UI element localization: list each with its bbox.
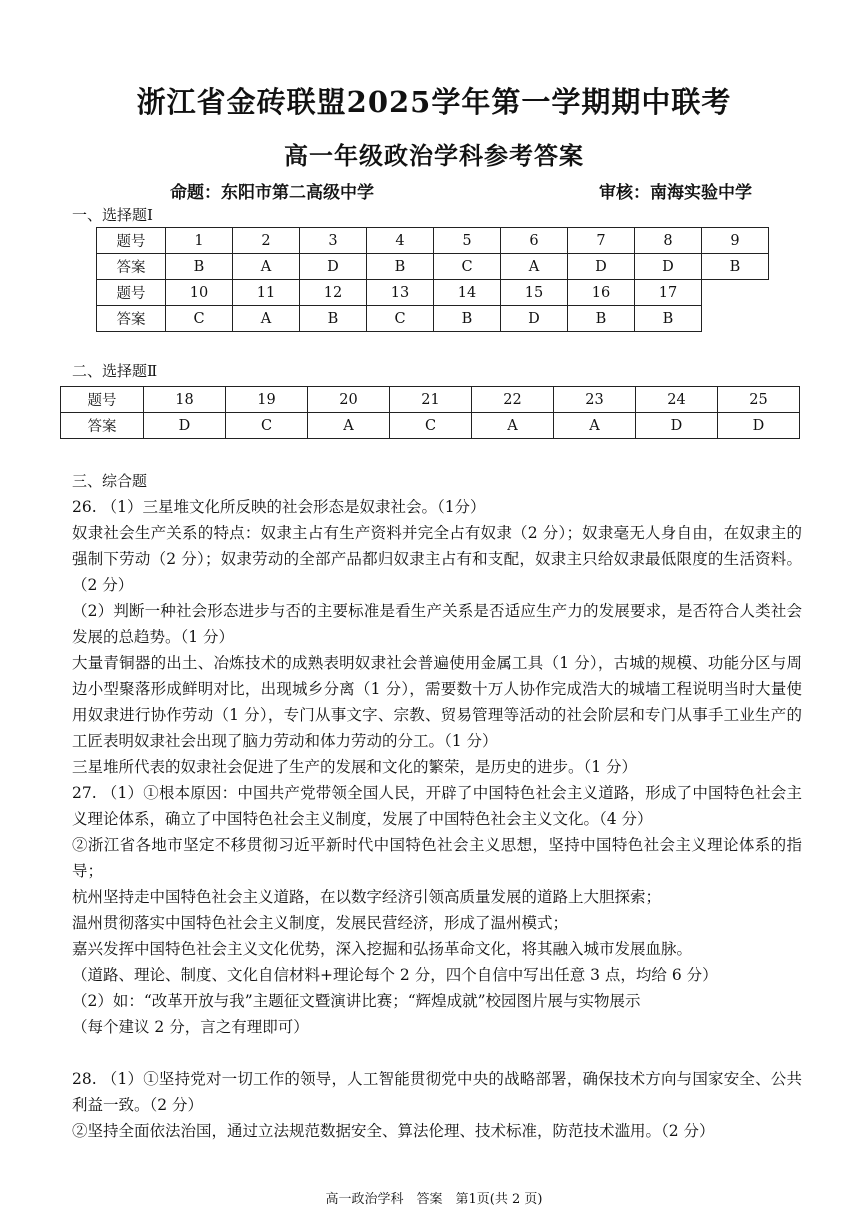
paragraph: 28. （1）①坚持党对一切工作的领导，人工智能贯彻党中央的战略部署，确保技术方向与国家安全、公共利益一致。（2 分）: [72, 1070, 802, 1114]
table-row: [61, 413, 800, 439]
table-row: [97, 228, 769, 254]
table-cell: 9: [702, 228, 769, 254]
table-cell: D: [568, 254, 635, 280]
paragraph: ②坚持全面依法治国，通过立法规范数据安全、算法伦理、技术标准，防范技术滥用。（2 分）: [72, 1122, 715, 1140]
table-cell: D: [636, 413, 718, 439]
table-cell: B: [300, 306, 367, 332]
table-cell: 8: [635, 228, 702, 254]
paragraph: 27. （1）①根本原因：中国共产党带领全国人民，开辟了中国特色社会主义道路，形成了中国特色社会主义理论体系，确立了中国特色社会主义制度，发展了中国特色社会主义文化。（4 分）: [72, 784, 802, 828]
table-cell: 20: [308, 387, 390, 413]
table-cell: 16: [568, 280, 635, 306]
table-cell: 答案: [61, 413, 144, 439]
table-cell: 24: [636, 387, 718, 413]
table-cell: 25: [718, 387, 800, 413]
table-row: [61, 387, 800, 413]
answer-table-2: [60, 386, 800, 439]
table-cell: C: [367, 306, 434, 332]
table-cell: C: [390, 413, 472, 439]
table-cell: B: [635, 306, 702, 332]
table-cell: 1: [166, 228, 233, 254]
table-cell: D: [718, 413, 800, 439]
paragraph: （2）如：“改革开放与我”主题征文暨演讲比赛；“辉煌成就”校园图片展与实物展示: [72, 992, 641, 1010]
table-cell: 17: [635, 280, 702, 306]
table-cell: 题号: [61, 387, 144, 413]
table-cell: B: [166, 254, 233, 280]
table-cell: B: [434, 306, 501, 332]
table-cell: D: [300, 254, 367, 280]
section3-heading: 三、综合题: [72, 472, 148, 490]
table-cell: 7: [568, 228, 635, 254]
table-cell: 答案: [97, 306, 166, 332]
table-cell: A: [233, 306, 300, 332]
page-subtitle: 高一年级政治学科参考答案: [284, 141, 584, 170]
paragraph: （2）判断一种社会形态进步与否的主要标准是看生产关系是否适应生产力的发展要求，是否符合人类社会发展的总趋势。（1 分）: [72, 602, 802, 646]
table-cell: D: [501, 306, 568, 332]
table-row: [97, 254, 769, 280]
answer-table-1: [96, 227, 769, 332]
table-cell: 3: [300, 228, 367, 254]
table-cell: 15: [501, 280, 568, 306]
paragraph: 26. （1）三星堆文化所反映的社会形态是奴隶社会。（1分）: [72, 498, 486, 516]
table-cell: C: [166, 306, 233, 332]
table-cell: 题号: [97, 280, 166, 306]
reviewer-credit: 审核：南海实验中学: [599, 183, 752, 203]
table-cell: B: [568, 306, 635, 332]
empty-cell: [702, 306, 769, 332]
table-cell: 12: [300, 280, 367, 306]
table-cell: 23: [554, 387, 636, 413]
table-cell: 11: [233, 280, 300, 306]
table-cell: C: [434, 254, 501, 280]
table-cell: 22: [472, 387, 554, 413]
paragraph: （道路、理论、制度、文化自信材料+理论每个 2 分，四个自信中写出任意 3 点，均给 6 分）: [72, 966, 718, 984]
table-cell: B: [702, 254, 769, 280]
answer-body: [72, 494, 802, 1144]
table-cell: 18: [144, 387, 226, 413]
author-credit: 命题：东阳市第二高级中学: [170, 183, 374, 203]
paragraph: 奴隶社会生产关系的特点：奴隶主占有生产资料并完全占有奴隶（2 分）；奴隶毫无人身自由，在奴隶主的强制下劳动（2 分）；奴隶劳动的全部产品都归奴隶主占有和支配，奴隶主只给奴隶最低限度的生活资料。（2 分）: [72, 524, 802, 594]
paragraph: 大量青铜器的出土、冶炼技术的成熟表明奴隶社会普遍使用金属工具（1 分），古城的规模、功能分区与周边小型聚落形成鲜明对比，出现城乡分离（1 分），需要数十万人协作完成浩大的城墙工程说明当时大量使用奴隶进行协作劳动（1 分），专门从事文字、宗教、贸易管理等活动的社会阶层和专门从事手工业生产的工匠表明奴隶社会出现了脑力劳动和体力劳动的分工。（1 分）: [72, 654, 802, 750]
section2-heading: 二、选择题Ⅱ: [72, 362, 158, 380]
paragraph: ②浙江省各地市坚定不移贯彻习近平新时代中国特色社会主义思想，坚持中国特色社会主义理论体系的指导；: [72, 836, 802, 880]
table-row: [97, 280, 769, 306]
table-cell: 21: [390, 387, 472, 413]
table-cell: B: [367, 254, 434, 280]
table-cell: A: [308, 413, 390, 439]
table-cell: 14: [434, 280, 501, 306]
table-cell: 6: [501, 228, 568, 254]
paragraph: 杭州坚持走中国特色社会主义道路，在以数字经济引领高质量发展的道路上大胆探索；: [72, 888, 662, 906]
table-cell: 13: [367, 280, 434, 306]
table-cell: 4: [367, 228, 434, 254]
table-cell: A: [554, 413, 636, 439]
table-cell: 5: [434, 228, 501, 254]
table-cell: 19: [226, 387, 308, 413]
paragraph: 嘉兴发挥中国特色社会主义文化优势，深入挖掘和弘扬革命文化，将其融入城市发展血脉。: [72, 940, 693, 958]
table-cell: 答案: [97, 254, 166, 280]
table-cell: D: [144, 413, 226, 439]
empty-cell: [702, 280, 769, 306]
section1-heading: 一、选择题Ⅰ: [72, 206, 153, 224]
page-footer: 高一政治学科 答案 第1页(共 2 页): [325, 1192, 543, 1207]
table-cell: A: [233, 254, 300, 280]
page-title: 浙江省金砖联盟2025学年第一学期期中联考: [136, 85, 732, 119]
table-cell: 10: [166, 280, 233, 306]
table-row: [97, 306, 769, 332]
paragraph: （每个建议 2 分，言之有理即可）: [72, 1018, 309, 1036]
table-cell: D: [635, 254, 702, 280]
paragraph: 温州贯彻落实中国特色社会主义制度，发展民营经济，形成了温州模式；: [72, 914, 569, 932]
table-cell: 题号: [97, 228, 166, 254]
paragraph: 三星堆所代表的奴隶社会促进了生产的发展和文化的繁荣，是历史的进步。（1 分）: [72, 758, 638, 776]
credits: [170, 178, 752, 203]
table-cell: C: [226, 413, 308, 439]
table-cell: 2: [233, 228, 300, 254]
table-cell: A: [472, 413, 554, 439]
table-cell: A: [501, 254, 568, 280]
